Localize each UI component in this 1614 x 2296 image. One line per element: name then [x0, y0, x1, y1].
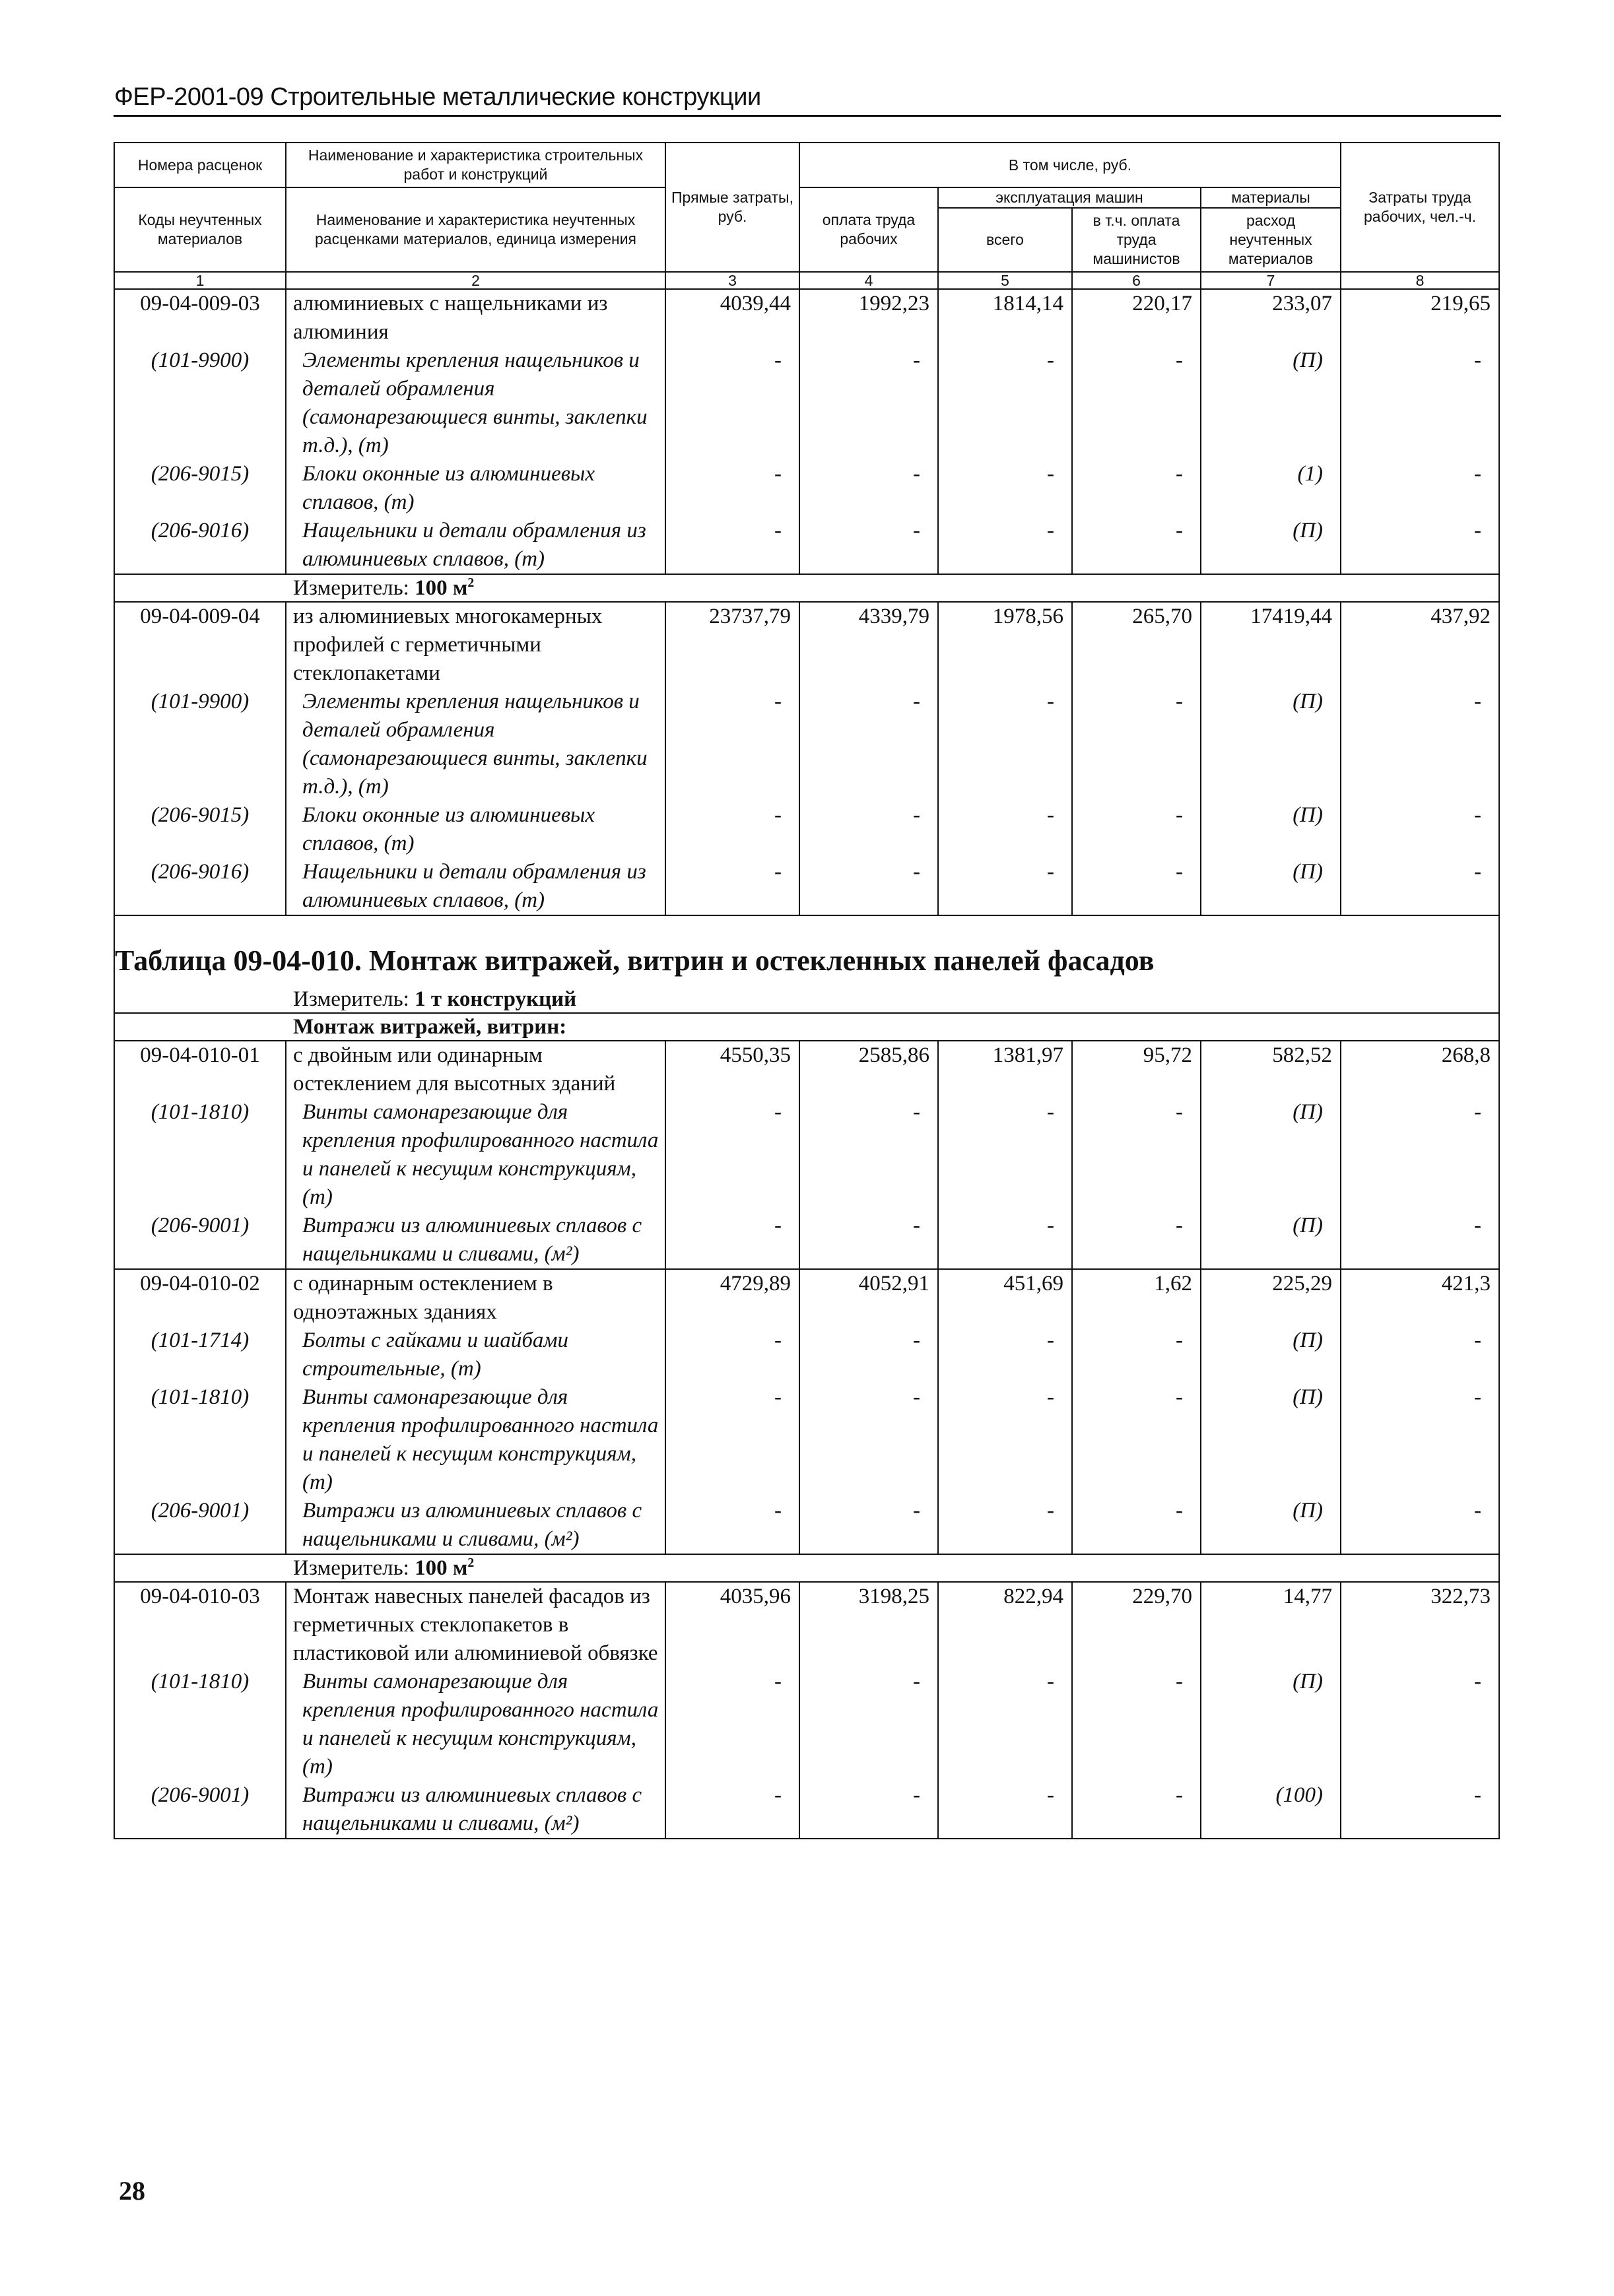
col-num: 1 — [114, 272, 286, 289]
value-col-4: - — [799, 1098, 938, 1212]
value-col-4: - — [799, 858, 938, 915]
value-col-6: 220,17 — [1072, 289, 1201, 346]
value-col-8: 219,65 — [1341, 289, 1499, 346]
col-num: 2 — [286, 272, 665, 289]
value-col-5: 822,94 — [938, 1582, 1072, 1668]
value-col-5: 451,69 — [938, 1269, 1072, 1327]
col8-header: Затраты труда рабочих, чел.-ч. — [1341, 143, 1499, 272]
value-col-8: - — [1341, 1497, 1499, 1554]
value-col-7: (П) — [1201, 1327, 1341, 1383]
material-row — [114, 801, 1499, 858]
value-col-3: - — [665, 517, 799, 574]
value-col-7: (П) — [1201, 801, 1341, 858]
column-numbers-row — [114, 272, 1499, 289]
value-col-4: - — [799, 346, 938, 460]
material-code: (101-1714) — [114, 1327, 286, 1383]
value-col-6: - — [1072, 801, 1201, 858]
value-col-7: 233,07 — [1201, 289, 1341, 346]
material-row — [114, 1668, 1499, 1781]
value-col-3: 4729,89 — [665, 1269, 799, 1327]
value-col-4: 1992,23 — [799, 289, 938, 346]
value-col-5: - — [938, 1668, 1072, 1781]
value-col-8: - — [1341, 346, 1499, 460]
value-col-7: 582,52 — [1201, 1041, 1341, 1098]
group-header: В том числе, руб. — [799, 143, 1341, 187]
material-name: Элементы крепления нащельников и деталей обрамления (самонарезающиеся винты, заклепки т.д.), (т) — [286, 346, 665, 460]
material-code: (206-9015) — [114, 801, 286, 858]
rate-row — [114, 1041, 1499, 1098]
value-col-7: (П) — [1201, 1212, 1341, 1269]
value-col-5: - — [938, 801, 1072, 858]
material-row — [114, 1327, 1499, 1383]
value-col-3: - — [665, 460, 799, 517]
value-col-4: 2585,86 — [799, 1041, 938, 1098]
value-col-8: - — [1341, 1668, 1499, 1781]
table-title: Таблица 09-04-010. Монтаж витражей, витрин и остекленных панелей фасадов — [114, 915, 1499, 979]
col5-header: всего — [938, 208, 1072, 272]
value-col-8: 437,92 — [1341, 602, 1499, 688]
value-col-7: (П) — [1201, 1497, 1341, 1554]
material-row — [114, 1383, 1499, 1497]
rate-row — [114, 602, 1499, 688]
value-col-8: - — [1341, 1383, 1499, 1497]
col-num: 7 — [1201, 272, 1341, 289]
value-col-6: 1,62 — [1072, 1269, 1201, 1327]
rate-name: с одинарным остеклением в одноэтажных зданиях — [286, 1269, 665, 1327]
value-col-8: - — [1341, 460, 1499, 517]
value-col-6: - — [1072, 1383, 1201, 1497]
value-col-7: (П) — [1201, 1098, 1341, 1212]
value-col-5: - — [938, 1497, 1072, 1554]
col-num: 6 — [1072, 272, 1201, 289]
col-num: 5 — [938, 272, 1072, 289]
col4-header: оплата труда рабочих — [799, 187, 938, 272]
measure-cell — [114, 574, 1499, 602]
rate-code: 09-04-010-02 — [114, 1269, 286, 1327]
material-name: Витражи из алюминиевых сплавов с нащельниками и сливами, (м²) — [286, 1212, 665, 1269]
material-name: Витражи из алюминиевых сплавов с нащельниками и сливами, (м²) — [286, 1781, 665, 1839]
value-col-4: - — [799, 460, 938, 517]
value-col-5: - — [938, 1327, 1072, 1383]
value-col-6: - — [1072, 688, 1201, 801]
value-col-8: - — [1341, 688, 1499, 801]
value-col-4: - — [799, 1668, 938, 1781]
value-col-5: - — [938, 1383, 1072, 1497]
value-col-4: 4339,79 — [799, 602, 938, 688]
value-col-5: - — [938, 346, 1072, 460]
value-col-5: - — [938, 688, 1072, 801]
rate-block-09-04-009-03 — [114, 289, 1499, 574]
rate-row — [114, 289, 1499, 346]
value-col-3: - — [665, 858, 799, 915]
value-col-3: - — [665, 1327, 799, 1383]
value-col-8: - — [1341, 1781, 1499, 1839]
col-num: 4 — [799, 272, 938, 289]
materials-header: материалы — [1201, 187, 1341, 208]
rate-block-09-04-009-04 — [114, 602, 1499, 915]
measure-value: 1 т конструкций — [415, 987, 577, 1011]
value-col-5: 1381,97 — [938, 1041, 1072, 1098]
material-code: (206-9015) — [114, 460, 286, 517]
material-row — [114, 1212, 1499, 1269]
material-row — [114, 1098, 1499, 1212]
value-col-3: - — [665, 1781, 799, 1839]
value-col-3: - — [665, 346, 799, 460]
measure-label: Измеритель: — [293, 576, 409, 600]
value-col-5: - — [938, 460, 1072, 517]
value-col-6: - — [1072, 1781, 1201, 1839]
value-col-8: - — [1341, 858, 1499, 915]
value-col-5: 1978,56 — [938, 602, 1072, 688]
value-col-4: 4052,91 — [799, 1269, 938, 1327]
document-header-title: ФЕР-2001-09 Строительные металлические конструкции — [114, 83, 761, 111]
col1-header-top: Номера расценок — [114, 143, 286, 187]
col3-header: Прямые затраты, руб. — [665, 143, 799, 272]
measure-unit-exp: 2 — [467, 1556, 475, 1570]
value-col-7: (П) — [1201, 1668, 1341, 1781]
value-col-8: - — [1341, 1327, 1499, 1383]
value-col-3: 4039,44 — [665, 289, 799, 346]
value-col-4: - — [799, 688, 938, 801]
value-col-3: - — [665, 1212, 799, 1269]
machines-header: эксплуатация машин — [938, 187, 1201, 208]
measure-value: 100 м — [415, 1556, 468, 1580]
material-code: (206-9016) — [114, 517, 286, 574]
col-num: 3 — [665, 272, 799, 289]
material-code: (101-9900) — [114, 688, 286, 801]
rate-block-09-04-010-01 — [114, 1041, 1499, 1269]
measure-label: Измеритель: — [293, 1556, 409, 1580]
value-col-4: - — [799, 1327, 938, 1383]
rate-name: Монтаж навесных панелей фасадов из герметичных стеклопакетов в пластиковой или алюминиевой обвязке — [286, 1582, 665, 1668]
value-col-4: 3198,25 — [799, 1582, 938, 1668]
col-num: 8 — [1341, 272, 1499, 289]
material-name: Витражи из алюминиевых сплавов с нащельниками и сливами, (м²) — [286, 1497, 665, 1554]
value-col-4: - — [799, 801, 938, 858]
value-col-5: - — [938, 517, 1072, 574]
value-col-5: - — [938, 1212, 1072, 1269]
value-col-6: - — [1072, 1668, 1201, 1781]
value-col-8: - — [1341, 517, 1499, 574]
material-code: (206-9016) — [114, 858, 286, 915]
value-col-7: (П) — [1201, 688, 1341, 801]
material-row — [114, 1497, 1499, 1554]
value-col-3: 4035,96 — [665, 1582, 799, 1668]
material-code: (206-9001) — [114, 1212, 286, 1269]
material-code: (101-1810) — [114, 1098, 286, 1212]
value-col-3: - — [665, 1383, 799, 1497]
material-code: (101-1810) — [114, 1383, 286, 1497]
value-col-7: 225,29 — [1201, 1269, 1341, 1327]
value-col-3: 23737,79 — [665, 602, 799, 688]
header-rule — [114, 115, 1501, 117]
value-col-4: - — [799, 1383, 938, 1497]
col2-header-top: Наименование и характеристика строительных работ и конструкций — [286, 143, 665, 187]
value-col-5: 1814,14 — [938, 289, 1072, 346]
rate-code: 09-04-010-03 — [114, 1582, 286, 1668]
material-name: Винты самонарезающие для крепления профилированного настила и панелей к несущим конструкциям, (т) — [286, 1668, 665, 1781]
value-col-6: - — [1072, 1497, 1201, 1554]
value-col-3: 4550,35 — [665, 1041, 799, 1098]
value-col-8: 421,3 — [1341, 1269, 1499, 1327]
rate-row — [114, 1269, 1499, 1327]
rate-code: 09-04-009-04 — [114, 602, 286, 688]
value-col-7: 17419,44 — [1201, 602, 1341, 688]
value-col-6: - — [1072, 460, 1201, 517]
material-code: (101-9900) — [114, 346, 286, 460]
col2-header-bottom: Наименование и характеристика неучтенных расценками материалов, единица измерения — [286, 187, 665, 272]
value-col-7: (100) — [1201, 1781, 1341, 1839]
material-row — [114, 688, 1499, 801]
measure-cell — [114, 979, 1499, 1013]
measure-cell — [114, 1554, 1499, 1582]
section-row — [114, 1013, 1499, 1041]
measure-row — [114, 979, 1499, 1013]
value-col-7: (П) — [1201, 1383, 1341, 1497]
material-code: (101-1810) — [114, 1668, 286, 1781]
value-col-6: 229,70 — [1072, 1582, 1201, 1668]
value-col-8: 322,73 — [1341, 1582, 1499, 1668]
value-col-8: - — [1341, 1098, 1499, 1212]
value-col-7: (П) — [1201, 346, 1341, 460]
value-col-8: 268,8 — [1341, 1041, 1499, 1098]
material-row — [114, 1781, 1499, 1839]
page-number: 28 — [119, 2176, 145, 2206]
material-row — [114, 858, 1499, 915]
value-col-4: - — [799, 1212, 938, 1269]
material-name: Блоки оконные из алюминиевых сплавов, (т) — [286, 460, 665, 517]
value-col-6: - — [1072, 346, 1201, 460]
value-col-5: - — [938, 1781, 1072, 1839]
material-code: (206-9001) — [114, 1781, 286, 1839]
value-col-8: - — [1341, 801, 1499, 858]
value-col-3: - — [665, 1497, 799, 1554]
rates-table — [114, 142, 1500, 1839]
value-col-7: 14,77 — [1201, 1582, 1341, 1668]
value-col-3: - — [665, 801, 799, 858]
material-name: Нащельники и детали обрамления из алюминиевых сплавов, (т) — [286, 517, 665, 574]
material-name: Элементы крепления нащельников и деталей обрамления (самонарезающиеся винты, заклепки т.д.), (т) — [286, 688, 665, 801]
value-col-5: - — [938, 1098, 1072, 1212]
rate-code: 09-04-010-01 — [114, 1041, 286, 1098]
material-row — [114, 517, 1499, 574]
section-label: Монтаж витражей, витрин: — [114, 1013, 1499, 1041]
table-header-row-1 — [114, 143, 1499, 187]
value-col-7: (П) — [1201, 858, 1341, 915]
value-col-6: 95,72 — [1072, 1041, 1201, 1098]
value-col-3: - — [665, 1098, 799, 1212]
col1-header-bottom: Коды неучтенных материалов — [114, 187, 286, 272]
material-name: Блоки оконные из алюминиевых сплавов, (т) — [286, 801, 665, 858]
value-col-6: 265,70 — [1072, 602, 1201, 688]
value-col-3: - — [665, 688, 799, 801]
col6-header: в т.ч. оплата труда машинистов — [1072, 208, 1201, 272]
rate-code: 09-04-009-03 — [114, 289, 286, 346]
value-col-8: - — [1341, 1212, 1499, 1269]
table-header-row-2 — [114, 187, 1499, 208]
value-col-6: - — [1072, 1327, 1201, 1383]
value-col-5: - — [938, 858, 1072, 915]
value-col-7: (П) — [1201, 517, 1341, 574]
value-col-4: - — [799, 1497, 938, 1554]
measure-row — [114, 574, 1499, 602]
value-col-6: - — [1072, 517, 1201, 574]
material-row — [114, 460, 1499, 517]
rate-name: с двойным или одинарным остеклением для высотных зданий — [286, 1041, 665, 1098]
value-col-4: - — [799, 1781, 938, 1839]
material-name: Болты с гайками и шайбами строительные, (т) — [286, 1327, 665, 1383]
value-col-6: - — [1072, 1098, 1201, 1212]
table-title-row — [114, 915, 1499, 979]
measure-row — [114, 1554, 1499, 1582]
rate-block-09-04-010-02 — [114, 1269, 1499, 1554]
material-name: Винты самонарезающие для крепления профилированного настила и панелей к несущим конструкциям, (т) — [286, 1383, 665, 1497]
value-col-6: - — [1072, 1212, 1201, 1269]
material-code: (206-9001) — [114, 1497, 286, 1554]
material-row — [114, 346, 1499, 460]
value-col-3: - — [665, 1668, 799, 1781]
measure-label: Измеритель: — [293, 987, 409, 1011]
col7-header: расход неучтенных материалов — [1201, 208, 1341, 272]
material-name: Нащельники и детали обрамления из алюминиевых сплавов, (т) — [286, 858, 665, 915]
rate-name: из алюминиевых многокамерных профилей с герметичными стеклопакетами — [286, 602, 665, 688]
rate-block-09-04-010-03 — [114, 1582, 1499, 1839]
measure-value: 100 м — [415, 576, 468, 600]
material-name: Винты самонарезающие для крепления профилированного настила и панелей к несущим конструкциям, (т) — [286, 1098, 665, 1212]
measure-unit-exp: 2 — [467, 575, 475, 590]
rate-name: алюминиевых с нащельниками из алюминия — [286, 289, 665, 346]
rate-row — [114, 1582, 1499, 1668]
value-col-7: (1) — [1201, 460, 1341, 517]
rates-table-wrapper — [114, 142, 1498, 1839]
value-col-6: - — [1072, 858, 1201, 915]
value-col-4: - — [799, 517, 938, 574]
